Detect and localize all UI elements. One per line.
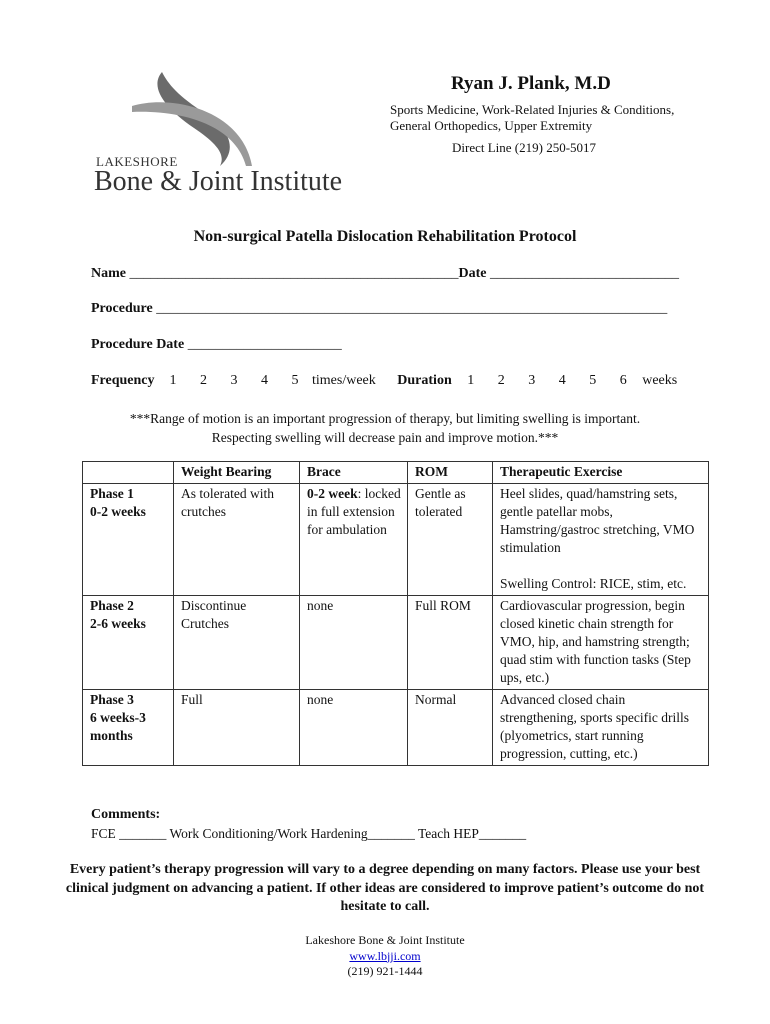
procedure-date-row [91, 337, 342, 353]
date-field[interactable]: ___________________________ [490, 266, 679, 281]
phase-name: Phase 3 [90, 692, 134, 707]
duration-label: Duration [397, 373, 452, 388]
procedure-label: Procedure [91, 301, 153, 316]
phase-weeks: 6 weeks-3 months [90, 710, 146, 743]
duration-option[interactable]: 1 [467, 373, 475, 388]
direct-line: Direct Line (219) 250-5017 [452, 140, 597, 155]
frequency-option[interactable]: 5 [291, 373, 299, 388]
brace-detail: : locked in full extension for ambulation [307, 486, 401, 537]
column-header-weight-bearing: Weight Bearing [174, 462, 300, 484]
weight-bearing-cell: Discontinue Crutches [174, 596, 300, 690]
protocol-table [82, 461, 709, 766]
duration-unit: weeks [642, 373, 678, 388]
table-row [83, 690, 709, 766]
weight-bearing-cell: As tolerated with crutches [174, 484, 300, 596]
exercise-cell: Advanced closed chain strengthening, sports specific drills (plyometrics, start running progression, cutting, etc.) [493, 690, 709, 766]
name-field[interactable]: _______________________________________________ [129, 266, 459, 281]
frequency-option[interactable]: 4 [261, 373, 269, 388]
exercise-cell: Cardiovascular progression, begin closed kinetic chain strength for VMO, hip, and hamstring strength; quad stim with function tasks (Step ups, etc.) [493, 596, 709, 690]
brace-cell: none [300, 690, 408, 766]
phase-name: Phase 1 [90, 486, 134, 501]
name-date-row [91, 266, 679, 282]
column-header-rom: ROM [408, 462, 493, 484]
weight-bearing-cell: Full [174, 690, 300, 766]
table-header-row [83, 462, 709, 484]
phase-cell [83, 690, 174, 766]
table-row [83, 596, 709, 690]
exercise-cell [493, 484, 709, 596]
logo-main-text: Bone & Joint Institute [94, 166, 343, 197]
frequency-option[interactable]: 2 [200, 373, 208, 388]
phase-cell [83, 484, 174, 596]
phase-weeks: 0-2 weeks [90, 504, 146, 519]
page-title: Non-surgical Patella Dislocation Rehabilitation Protocol [193, 228, 577, 245]
table-row [83, 484, 709, 596]
duration-option[interactable]: 2 [497, 373, 505, 388]
footer [0, 933, 770, 980]
brace-cell: none [300, 596, 408, 690]
comments-label: Comments: [91, 807, 161, 822]
duration-option[interactable]: 4 [558, 373, 566, 388]
column-header-brace: Brace [300, 462, 408, 484]
column-header-phase [83, 462, 174, 484]
phase-cell [83, 596, 174, 690]
procedure-date-label: Procedure Date [91, 337, 185, 352]
specialties-line-2: General Orthopedics, Upper Extremity [390, 118, 593, 133]
fce-line[interactable]: FCE _______ Work Conditioning/Work Hardening_______ Teach HEP_______ [91, 826, 527, 841]
footer-org: Lakeshore Bone & Joint Institute [305, 933, 465, 947]
frequency-option[interactable]: 3 [230, 373, 238, 388]
frequency-duration-row [91, 373, 677, 389]
date-label: Date [458, 266, 487, 281]
rom-note-line-2: Respecting swelling will decrease pain and improve motion.*** [211, 430, 559, 445]
rom-note-line-1: ***Range of motion is an important progression of therapy, but limiting swelling is important. [129, 411, 641, 426]
brace-period: 0-2 week [307, 486, 358, 501]
rom-cell: Full ROM [408, 596, 493, 690]
frequency-unit: times/week [312, 373, 376, 388]
duration-option[interactable]: 3 [528, 373, 536, 388]
closing-statement: Every patient’s therapy progression will vary to a degree depending on many factors. Please use your best clinical judgment on advancing a patient. If other ideas are considered to improve patient’s outcome do not hesitate to call. [65, 862, 705, 914]
phase-weeks: 2-6 weeks [90, 616, 146, 631]
brace-cell [300, 484, 408, 596]
frequency-option[interactable]: 1 [169, 373, 177, 388]
institute-logo [92, 70, 382, 200]
logo-small-text: LAKESHORE [96, 154, 178, 169]
specialties-line-1: Sports Medicine, Work-Related Injuries & Conditions, [390, 102, 675, 117]
procedure-field[interactable]: _________________________________________________________________________ [156, 301, 668, 316]
doctor-name: Ryan J. Plank, M.D [451, 73, 611, 94]
specialties [390, 102, 674, 134]
rom-note [60, 409, 710, 447]
phase-name: Phase 2 [90, 598, 134, 613]
column-header-therapeutic-exercise: Therapeutic Exercise [493, 462, 709, 484]
duration-option[interactable]: 5 [589, 373, 597, 388]
procedure-date-field[interactable]: ______________________ [187, 337, 342, 352]
name-label: Name [91, 266, 126, 281]
rom-cell: Gentle as tolerated [408, 484, 493, 596]
footer-phone: (219) 921-1444 [347, 964, 423, 978]
exercise-swelling-control: Swelling Control: RICE, stim, etc. [500, 576, 687, 591]
footer-website-link[interactable]: www.lbjji.com [349, 948, 421, 963]
duration-option[interactable]: 6 [619, 373, 627, 388]
procedure-row [91, 301, 667, 317]
frequency-label: Frequency [91, 373, 155, 388]
rom-cell: Normal [408, 690, 493, 766]
exercise-text: Heel slides, quad/hamstring sets, gentle patellar mobs, Hamstring/gastroc stretching, VMO stimulation [500, 486, 695, 555]
